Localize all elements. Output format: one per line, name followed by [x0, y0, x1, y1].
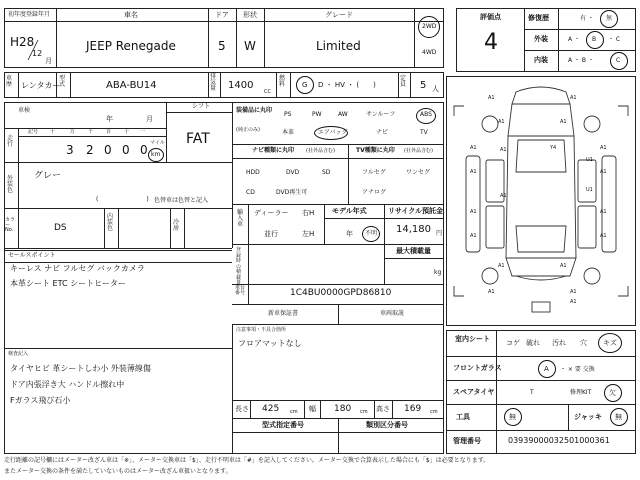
car-diagram	[446, 76, 636, 326]
mgmt-value: 0393900003250100036​1	[508, 436, 610, 445]
damage-mark: A1	[498, 119, 505, 125]
inspector-line3: Fガラス飛び石小	[10, 396, 71, 405]
int-label: 内装	[534, 56, 548, 64]
color-no-value: DS	[54, 223, 67, 233]
sales-label: セールスポイント	[8, 252, 56, 259]
damage-mark: A1	[500, 147, 507, 153]
shift-label: シフト	[192, 103, 211, 110]
navi-item: CD	[246, 189, 255, 196]
width-value: 180	[334, 404, 352, 414]
digit-value: 3	[66, 143, 74, 157]
ext-label: 外装	[534, 35, 548, 43]
height-label: 高さ	[376, 405, 390, 413]
recycle-value: 14,180	[396, 224, 431, 235]
equipment-sub: (純正のみ)	[236, 127, 260, 133]
damage-mark: A1	[600, 209, 607, 215]
disp-label: 排気量	[210, 73, 217, 92]
model-year-unit: 年	[346, 230, 353, 238]
warranty-manual: 車両取説	[380, 310, 405, 317]
length-unit: cm	[290, 409, 298, 415]
import-parallel: 並行	[264, 230, 278, 238]
damage-mark: A1	[570, 299, 577, 305]
damage-mark: A1	[560, 119, 567, 125]
navi-item: DVD	[286, 169, 300, 176]
length-value: 425	[262, 404, 280, 414]
damage-mark: U1	[586, 157, 593, 163]
footer-line2: またメーター交換の条件を満たしていないものはメーター改ざん車扱いとなります。	[4, 468, 232, 475]
sheet-option: 破れ	[526, 339, 540, 347]
type-value: ABA-BU14	[106, 80, 157, 91]
equipment-item: PS	[284, 111, 292, 118]
navi-sub: (社外品含む)	[306, 148, 335, 154]
spare-label: スペアタイヤ	[453, 388, 495, 396]
exterior-note: 色替車は色替と記入	[154, 197, 209, 204]
digit-header: 百	[106, 129, 112, 135]
front-glass-label: フロントガラス	[453, 364, 502, 372]
equipment-label: 装備品に丸印	[236, 107, 273, 114]
grade-value: Limited	[316, 39, 361, 53]
exterior-paren: ( )	[96, 196, 149, 203]
repair-opts: 有 ・	[580, 15, 594, 22]
sheet-circled: キズ	[603, 339, 617, 347]
shape-label: 形状	[243, 11, 257, 19]
cc-unit: CC	[264, 89, 271, 95]
ext-c: ・ C	[608, 36, 621, 43]
jack-label: ジャッキ	[574, 413, 602, 421]
damage-mark: Y4	[550, 145, 557, 151]
type-designation-label: 型式指定番号	[262, 421, 304, 429]
use-label: 車歴	[6, 75, 13, 88]
int-ab: A ・ B ・	[568, 57, 594, 64]
spare-kit: 修理KIT	[570, 389, 592, 396]
inspector-line2: ドア内張浮き大 ハンドル擦れ中	[10, 380, 125, 389]
reg-era: H28	[10, 35, 35, 49]
navi-item: HDD	[246, 169, 260, 176]
tools-label: 工具	[456, 413, 470, 421]
capacity: 5	[420, 80, 427, 91]
import-label: 輸入車	[237, 209, 244, 228]
aircon-label: 冷房	[173, 219, 180, 232]
capacity-unit: 人	[432, 85, 439, 93]
import-left: 左H	[302, 230, 315, 238]
load-reg-label: 登録時の積載量	[236, 247, 242, 286]
damage-mark: U1	[586, 187, 593, 193]
recycle-unit: 円	[436, 230, 443, 237]
tv-sub: (社外品含む)	[404, 148, 433, 154]
repair-circled: 無	[606, 15, 613, 22]
footer-line1: 走行距離の記号欄にはメーター改ざん車は「※」、メーター交換車は「$」、走行不明車は「#」を記入してください。メーター交換で合算表示した場合にも「$」は必要となります。	[4, 457, 490, 464]
equipment-item: TV	[420, 129, 428, 136]
doors-value: 5	[218, 39, 226, 53]
reg-year-label: 初年度登録年月	[8, 11, 51, 18]
damage-mark: A1	[600, 145, 607, 151]
inspection-label: 車検	[18, 107, 31, 114]
color-no-label: カラーNo.	[5, 217, 16, 233]
interior-sheet-label: 室内シート	[455, 335, 490, 343]
digit-value: 2	[86, 143, 94, 157]
sheet-option: 穴	[580, 339, 587, 347]
sales-line2: 本革シート ETC シートヒーター	[10, 279, 126, 288]
digit-header: 十	[124, 129, 130, 135]
notes-label: 注意事項・不具合箇所	[236, 327, 287, 333]
drive-2wd: 2WD	[422, 23, 437, 30]
slash-divider	[26, 40, 43, 60]
score-label: 評価点	[480, 13, 501, 21]
height-unit: cm	[430, 409, 438, 415]
mileage-label: 走行	[7, 135, 14, 148]
equipment-item: 本革	[282, 129, 295, 136]
sheet-option: コゲ	[506, 339, 520, 347]
height-value: 169	[404, 404, 422, 414]
spare-circled: 欠	[609, 389, 616, 397]
equipment-item: ABS	[420, 111, 432, 118]
int-c: C	[616, 57, 621, 64]
class-label: 類別区分番号	[366, 421, 408, 429]
digit-value: 0	[104, 143, 112, 157]
capacity-label: 定員	[400, 75, 407, 88]
repair-label: 修復歴	[528, 14, 549, 22]
equipment-item: サンルーフ	[366, 111, 396, 118]
drive-4wd: 4WD	[422, 49, 437, 56]
score-value: 4	[484, 30, 498, 55]
sheet-option: 汚れ	[552, 339, 566, 347]
digit-value: 0	[140, 143, 148, 157]
import-right: 右H	[302, 209, 315, 217]
displacement: 1400	[228, 80, 254, 91]
recycle-label: リサイクル預託金	[388, 207, 444, 215]
digit-header: 千	[88, 129, 94, 135]
damage-mark: A1	[600, 233, 607, 239]
load-max-label: 最大積載量	[396, 247, 431, 255]
month-unit: 月	[45, 57, 52, 65]
width-unit: cm	[360, 409, 368, 415]
equipment-item: エアバッグ	[318, 129, 348, 136]
doors-label: ドア	[215, 11, 229, 19]
exterior-label: 外装色	[7, 175, 14, 194]
model-year-unknown: 不明	[365, 230, 378, 237]
navi-item: SD	[322, 169, 331, 176]
digit-header: 十	[50, 129, 56, 135]
damage-mark: A1	[488, 289, 495, 295]
spare-t: T	[530, 389, 534, 396]
grade-label: グレード	[325, 11, 353, 19]
type-label: 型式	[59, 75, 66, 88]
inspector-label: 検査記入	[8, 351, 29, 357]
damage-mark: A1	[560, 263, 567, 269]
damage-mark: A1	[570, 95, 577, 101]
chassis-label: 車台番号	[235, 285, 246, 296]
shift-value: FAT	[186, 131, 210, 147]
damage-mark: A1	[488, 95, 495, 101]
damage-mark: A1	[470, 233, 477, 239]
tv-item: アナログ	[362, 189, 387, 196]
tv-item: フルセグ	[362, 169, 386, 176]
tv-item: ワンセグ	[406, 169, 431, 176]
damage-mark: A1	[470, 209, 477, 215]
model-name: JEEP Renegade	[86, 39, 176, 53]
navi-label: ナビ種類に丸印	[252, 147, 295, 154]
exterior-value: グレー	[34, 171, 62, 181]
damage-mark: A1	[498, 263, 505, 269]
sales-line1: キーレス ナビ フルセグ バックカメラ	[10, 264, 145, 273]
mile-unit: マイル	[150, 140, 165, 146]
abs-circle	[416, 108, 436, 124]
use-value: レンタカー	[21, 81, 61, 90]
digit-header: 万	[70, 129, 76, 135]
navi-item: DVD再生可	[276, 189, 308, 196]
reg-month: 12	[32, 49, 43, 58]
chassis-value: 1C4BU0000GPD86810	[290, 288, 392, 298]
km-unit: km	[151, 151, 161, 158]
notes-value: フロアマットなし	[238, 339, 302, 348]
model-name-label: 車名	[124, 11, 138, 19]
damage-mark: A1	[500, 193, 507, 199]
equipment-item: PW	[312, 111, 322, 118]
width-label: 幅	[309, 405, 316, 413]
load-unit: kg	[434, 269, 442, 276]
damage-mark: A1	[570, 289, 577, 295]
tools-circled: 無	[509, 413, 516, 421]
airbag-circle	[314, 126, 348, 140]
digit-header: 一	[140, 129, 146, 135]
interior-color-label: 内装色	[107, 213, 114, 232]
jack-circled: 無	[615, 413, 622, 421]
inspector-line1: タイヤヒビ 革シートしわ小 外装薄線傷	[10, 364, 151, 373]
mgmt-label: 管理番号	[453, 437, 481, 445]
equipment-item: AW	[338, 111, 348, 118]
warranty-new: 新車保証書	[268, 310, 299, 317]
fuel-label: 燃料	[279, 75, 286, 88]
fuel-g: G	[302, 81, 308, 89]
glass-rest: ・ × 要 交換	[560, 366, 595, 373]
tv-label: TV種類に丸印	[356, 147, 395, 154]
model-year-label: モデル年式	[332, 207, 367, 215]
damage-mark: A1	[470, 145, 477, 151]
equipment-item: ナビ	[376, 129, 389, 136]
damage-mark: A1	[600, 169, 607, 175]
inspection-month: 月	[146, 115, 153, 123]
length-label: 長さ	[235, 405, 249, 413]
import-dealer: ディーラー	[254, 209, 289, 217]
digit-header: 記号	[28, 129, 39, 135]
shape-value: W	[244, 39, 256, 53]
fuel-rest: D ・ HV ・ ( )	[318, 81, 376, 89]
damage-mark: A1	[470, 169, 477, 175]
digit-value: 0	[122, 143, 130, 157]
inspection-year: 年	[106, 115, 113, 123]
glass-circled: A	[544, 365, 549, 373]
ext-a: A ・	[568, 36, 581, 43]
ext-b: B	[592, 36, 597, 43]
